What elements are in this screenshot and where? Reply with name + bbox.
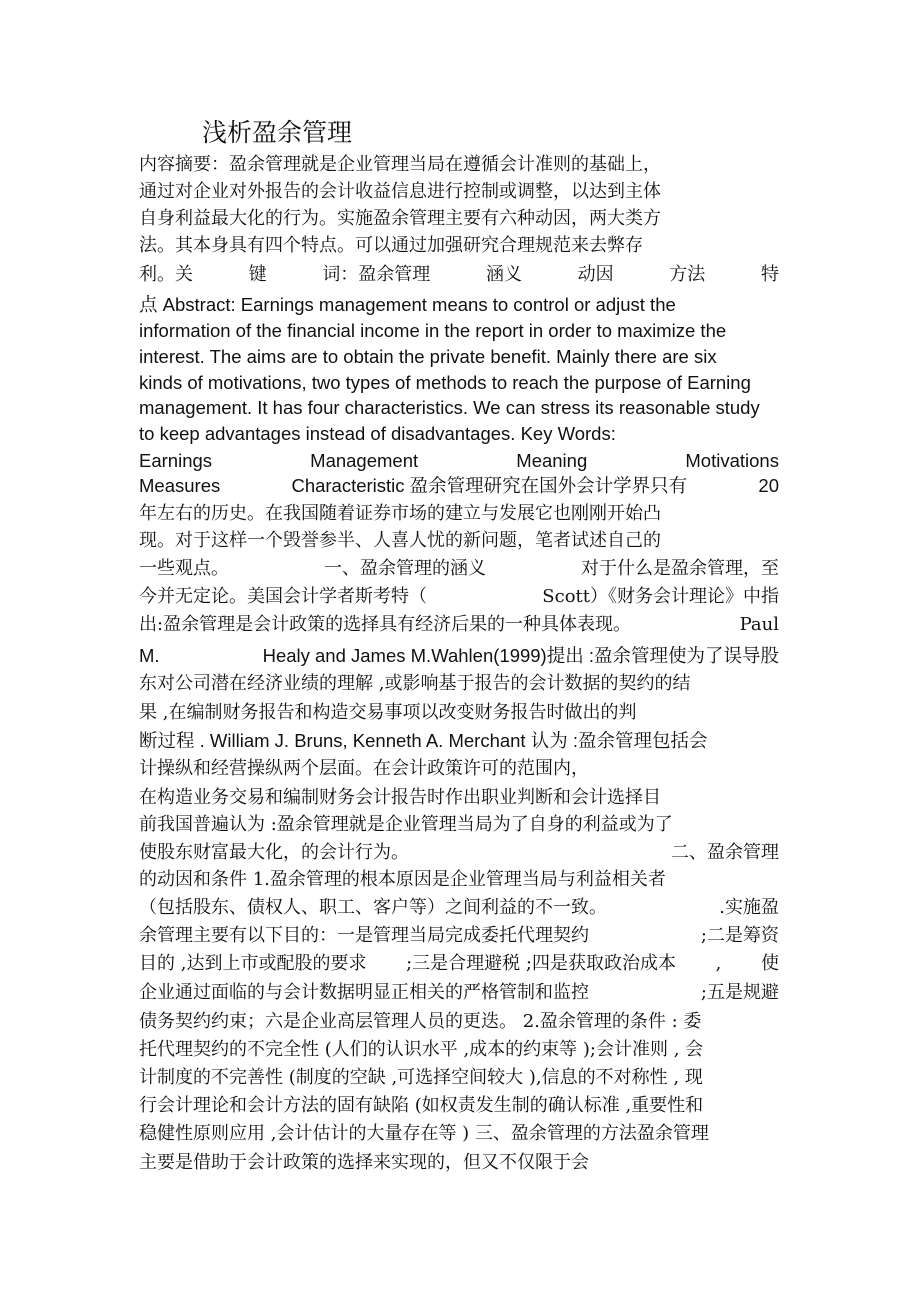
text-segment: ;二是筹资 [700,925,779,946]
text-line [139,262,779,288]
text-segment: 方法 [669,264,706,285]
text-line: 断过程 . William J. Bruns, Kenneth A. Merchant 认为 :盈余管理包括会 [139,730,708,751]
text-line [139,473,779,499]
text-segment: 出:盈余管理是会计政策的选择具有经济后果的一种具体表现。 [139,614,632,635]
text-segment: Motivations [685,450,779,471]
text-segment: ;三是合理避税 ;四是获取政治成本 [406,953,676,974]
text-segment: 一、盈余管理的涵义 [324,558,486,579]
text-segment: 对于什么是盈余管理，至 [581,558,779,579]
text-line: 的动因和条件 1.盈余管理的根本原因是企业管理当局与利益相关者 [139,869,666,890]
text-line: 稳健性原则应用 ,会计估计的大量存在等 ) 三、盈余管理的方法盈余管理 [139,1123,709,1144]
text-segment: ;五是规避 [700,982,779,1003]
text-segment: Meaning [516,450,588,471]
text-line: 主要是借助于会计政策的选择来实现的，但又不仅限于会 [139,1152,589,1173]
text-line [139,951,779,977]
text-line: 东对公司潜在经济业绩的理解 ,或影响基于报告的会计数据的契约的结 [139,673,691,694]
text-line: 点 Abstract: Earnings management means to control or adjust the [139,294,676,315]
text-line: information of the financial income in the report in order to maximize the [139,320,727,341]
text-segment: 使股东财富最大化，的会计行为。 [139,842,409,863]
text-segment: 企业通过面临的与会计数据明显正相关的严格管制和监控 [139,982,589,1003]
text-line [139,556,779,582]
text-line: kinds of motivations, two types of methods to reach the purpose of Earning [139,372,751,393]
text-line: 前我国普遍认为 :盈余管理就是企业管理当局为了自身的利益或为了 [139,814,673,835]
text-segment: 动因 [577,264,614,285]
text-line: 在构造业务交易和编制财务会计报告时作出职业判断和会计选择目 [139,787,661,808]
text-line: 债务契约约束；六是企业高层管理人员的更迭。 2.盈余管理的条件 : 委 [139,1011,702,1032]
text-segment: 利。关 [139,264,193,285]
text-line: 年左右的历史。在我国随着证券市场的建立与发展它也刚刚开始凸 [139,503,661,524]
text-segment: Management [310,450,419,471]
text-line: 法。其本身具有四个特点。可以通过加强研究合理规范来去弊存 [139,235,643,256]
text-line: 计制度的不完善性 (制度的空缺 ,可选择空间较大 ),信息的不对称性 , 现 [139,1067,703,1088]
text-segment: 目的 ,达到上市或配股的要求 [139,953,367,974]
text-line [139,584,779,610]
text-segment: 余管理主要有以下目的：一是管理当局完成委托代理契约 [139,925,589,946]
text-line [139,840,779,866]
text-line: 现。对于这样一个毁誉参半、人喜人忧的新问题，笔者试述自己的 [139,530,661,551]
text-line: interest. The aims are to obtain the private benefit. Mainly there are six [139,346,717,367]
text-segment: Paul [739,614,779,635]
text-segment: Scott）《财务会计理论》中指 [542,586,779,607]
text-line: management. It has four characteristics. We can stress its reasonable study [139,397,760,418]
text-segment: Characteristic 盈余管理研究在国外会计学界只有 [291,475,688,496]
text-line [139,923,779,949]
document-title: 浅析盈余管理 [202,118,353,147]
text-segment: Healy and James M.Wahlen(1999)提出 :盈余管理使为了误导股 [262,645,779,666]
text-segment: （包括股东、债权人、职工、客户等）之间利益的不一致。 [139,897,607,918]
text-segment: Earnings [139,450,213,471]
text-segment: M. [139,645,160,666]
text-segment: , [715,953,722,974]
text-line: 内容摘要：盈余管理就是企业管理当局在遵循会计准则的基础上， [139,154,661,175]
text-line [139,895,779,921]
text-segment: 词：盈余管理 [322,264,431,285]
text-line: 计操纵和经营操纵两个层面。在会计政策许可的范围内， [139,758,589,779]
text-segment: 键 [248,264,267,285]
text-segment: 涵义 [485,264,522,285]
text-segment: 使 [760,953,779,974]
text-line [139,980,779,1006]
text-segment: 一些观点。 [139,558,229,579]
text-line [139,643,779,669]
text-segment: Measures [139,475,221,496]
text-line: 通过对企业对外报告的会计收益信息进行控制或调整，以达到主体 [139,181,661,202]
text-line: 托代理契约的不完全性 (人们的认识水平 ,成本的约束等 );会计准则 , 会 [139,1039,704,1060]
text-line: 行会计理论和会计方法的固有缺陷 (如权责发生制的确认标准 ,重要性和 [139,1095,704,1116]
text-segment: .实施盈 [719,897,779,918]
text-line: to keep advantages instead of disadvantages. Key Words: [139,423,616,444]
text-line: 果 ,在编制财务报告和构造交易事项以改变财务报告时做出的判 [139,702,637,723]
text-line [139,448,779,474]
text-segment: 20 [758,475,779,496]
text-segment: 特 [760,264,779,285]
text-segment: 二、盈余管理 [671,842,779,863]
text-line [139,612,779,638]
text-line: 自身利益最大化的行为。实施盈余管理主要有六种动因，两大类方 [139,208,661,229]
text-segment: 今并无定论。美国会计学者斯考特（ [139,586,427,607]
